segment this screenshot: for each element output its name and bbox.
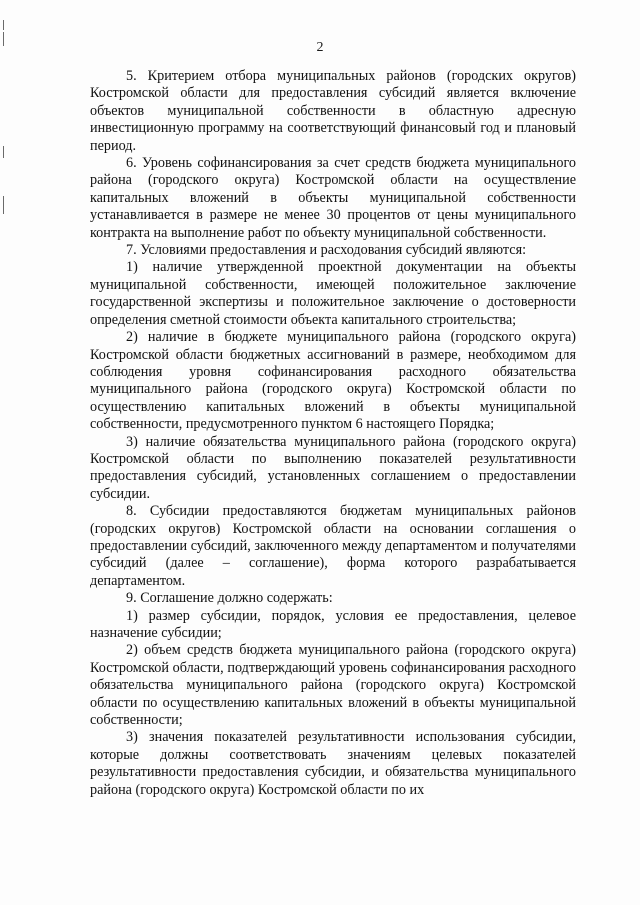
paragraph-9-item-1: 1) размер субсидии, порядок, условия ее предоставления, целевое назначение субсидии; [90, 607, 576, 641]
paragraph-6-cofinancing-level: 6. Уровень софинансирования за счет средств бюджета муниципального района (городского округа) Костромской области на осуществление капитальных вложений в объекты муниципальной собственности устанавливается в размере не менее 30 процентов от цены муниципального контракта на выполнение работ по объекту муниципальной собственности. [90, 155, 576, 241]
paragraph-7-item-3: 3) наличие обязательства муниципального района (городского округа) Костромской области по выполнению показателей результативности предоставления субсидий, установленных соглашением о предоставлении субсидии. [90, 433, 576, 502]
scan-artifact-mark [3, 146, 4, 158]
scan-artifact-mark [3, 20, 4, 30]
paragraph-9-item-2: 2) объем средств бюджета муниципального района (городского округа) Костромской области, подтверждающий уровень софинансирования расходного обязательства муниципального района (городского округа) Костромской области по осуществлению капитальных вложений в объекты муниципальной собственности; [90, 642, 576, 729]
paragraph-7-conditions-heading: 7. Условиями предоставления и расходования субсидий являются: [126, 242, 527, 259]
document-body [90, 68, 576, 799]
paragraph-9-agreement-contents-heading: 9. Соглашение должно содержать: [126, 590, 333, 607]
page-number: 2 [316, 40, 324, 55]
paragraph-7-item-2: 2) наличие в бюджете муниципального района (городского округа) Костромской области бюджетных ассигнований в размере, необходимом для соблюдения уровня софинансирования расходного обязательства муниципального района (городского округа) Костромской области по осуществлению капитальных вложений в объекты муниципальной собственности, предусмотренного пунктом 6 настоящего Порядка; [90, 329, 576, 433]
paragraph-9-item-3: 3) значения показателей результативности использования субсидии, которые должны соответствовать значениям целевых показателей результативности предоставления субсидии, и обязательства муниципального района (городского округа) Костромской области по их [90, 729, 576, 798]
scan-artifact-mark [3, 196, 4, 214]
paragraph-5-selection-criterion: 5. Критерием отбора муниципальных районов (городских округов) Костромской области для предоставления субсидий является включение объектов муниципальной собственности в областную адресную инвестиционную программу на соответствующий финансовый год и плановый период. [90, 68, 576, 154]
paragraph-8-agreement-basis: 8. Субсидии предоставляются бюджетам муниципальных районов (городских округов) Костромской области на основании соглашения о предоставлении субсидий, заключенного между департаментом и получателями субсидий (далее – соглашение), форма которого разрабатывается департаментом. [90, 503, 576, 589]
paragraph-7-item-1: 1) наличие утвержденной проектной документации на объекты муниципальной собственности, имеющей положительное заключение государственной экспертизы и положительное заключение о достоверности определения сметной стоимости объекта капитального строительства; [90, 259, 576, 328]
